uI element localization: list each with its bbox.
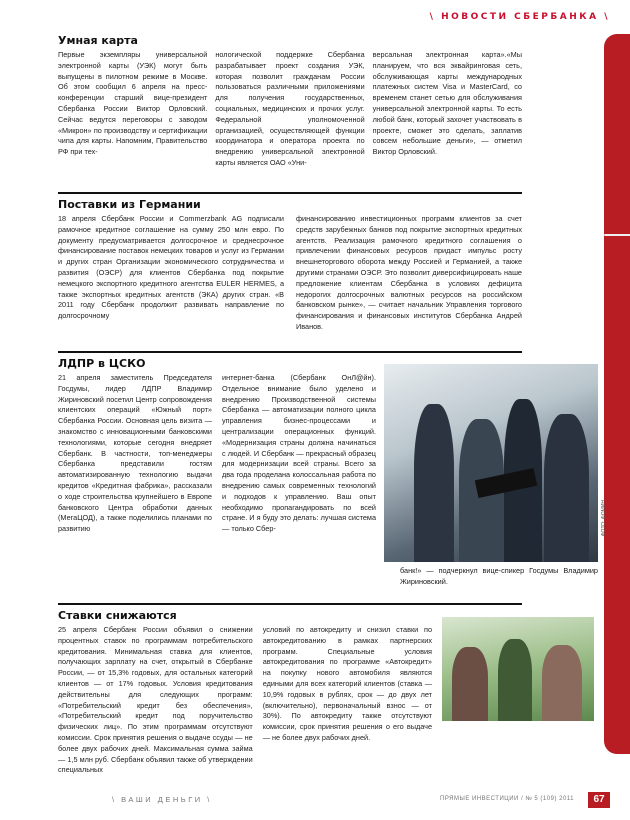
page-footer (0, 792, 630, 808)
article-title: Поставки из Германии (58, 198, 201, 211)
article-column: нологической поддержке Сбербанка разрабатывает проект создания УЭК, которая позволит гражданам России пользоваться различными приложениями для получения государственных, социальных, медицинских и прочих услуг. Федеральной уполномоченной организацией, осуществляющей функции координатора и оператора проекта по внедрению универсальной электронной карты является ОАО «Уни- (215, 50, 365, 167)
sidebar-tab (604, 34, 630, 754)
divider (58, 351, 522, 353)
article-column: версальная электронная карта».«Мы планируем, что вся эквайринговая сеть, обслуживающая карты международных платежных систем Visa и MasterCard, со временем станет сетью для обслуживания универсальной электронной карты. То есть любой банк, который захочет участвовать в проекте, сможет это сделать, заплатив совсем небольшие деньги», — отметил Виктор Орловский. (372, 50, 522, 157)
article-title: Умная карта (58, 34, 138, 47)
article-column: условий по автокредиту и снизил ставки по автокредитованию в рамках партнерских программ. Специальные условия автокредитования по программе «Автокредит» на покупку нового автомобиля являются едиными для всех категорий клиентов (ставка — 10,9% годовых в рублях, срок — до двух лет (включительно), первоначальный взнос — от 30%). По автокредиту также отсутствуют комиссии, срок принятия решения о его выдаче — не более двух рабочих дней. (262, 625, 432, 742)
article-title: Ставки снижаются (58, 609, 177, 622)
article-column: финансированию инвестиционных программ клиентов за счет средств зарубежных банков под покрытие экспортных кредитных агентств. Реализация рамочного кредитного соглашения о привлечении финансовых ресурсов придаст импульс росту внешнеторгового оборота между Россией и Германией, а также другими странами ОЭСР. Это позволит диверсифицировать наше предложение клиентам Сбербанка в условиях дефицита недорогих долгосрочных валютных ресурсов на российском банковском рынке», — считает начальник Управления торгового финансирования и финансовых институтов Сбербанка Андрей Иванов. (296, 214, 522, 331)
photo-caption: банк!» — подчеркнул вице-спикер Госдумы Владимир Жириновский. (400, 566, 598, 586)
footer-section: \ ВАШИ ДЕНЬГИ \ (112, 795, 212, 804)
divider (58, 603, 522, 605)
article-column: 25 апреля Сбербанк России объявил о снижении процентных ставок по программам потребительского кредитования. Минимальная ставка для клиентов, получающих зарплату на счет, открытый в Сбербанке России, — от 15,3% годовых, для остальных категорий клиентов — от 17% годовых. Условия кредитования действительны для следующих программ: «Потребительский кредит без обеспечения», «Потребительский кредит под поручительство физических лиц». По этим программам отсутствуют комиссии. Срок принятия решения о выдаче ссуды — не более двух рабочих дней. Максимальная сумма займа — 1,5 млн руб. Сбербанк объявил также об утверждении специальных (58, 625, 253, 775)
section-header: \ НОВОСТИ СБЕРБАНКА \ (429, 12, 610, 22)
footer-issue: ПРЯМЫЕ ИНВЕСТИЦИИ / № 5 (109) 2011 (440, 796, 575, 802)
article-smart-card (58, 34, 522, 186)
article-column: 18 апреля Сбербанк России и Commerzbank AG подписали рамочное кредитное соглашение на сумму 250 млн евро. По документу предусматривается долгосрочное и среднесрочное финансирование поставок немецких товаров и услуг из Германии и других стран Организации экономического сотрудничества и развития (ОЭСР) для клиентов Сбербанка под покрытие немецкого экспортного кредитного агентства EULER HERMES, а также экспортных кредитных агентств (ЭКА) других стран. «В 2011 году Сбербанк продолжит развивать направление по долгосрочному (58, 214, 284, 321)
photo-bank-office (442, 617, 594, 721)
article-title: ЛДПР в ЦСКО (58, 357, 146, 370)
page-number: 67 (588, 792, 610, 808)
article-germany (58, 192, 522, 337)
article-column: Первые экземпляры универсальной электронной карты (УЭК) могут быть выпущены в пилотном режиме в Москве. Об этом сообщил 6 апреля на пресс-конференции старший вице-президент Сбербанка России Виктор Орловский. Сейчас ведутся переговоры с заводом «Микрон» по производству и сертификации чипа для карты. Напомним, Правительство РФ при тех- (58, 50, 208, 157)
photo-visit (384, 364, 598, 562)
photo-credit: ФОТО: ФОМИН (601, 500, 607, 537)
divider (58, 192, 522, 194)
article-column: интернет-банка (Сбербанк ОнЛ@йн). Отдельное внимание было уделено и внедрению Производственной системы Сбербанка — автоматизации полного цикла управления бизнес-процессами и централизации операционных функций. «Модернизация страны должна начинаться с людей. И Сбербанк — прекрасный образец для модернизации всей страны. Всего за два года проделана колоссальная работа по внедрению самых современных технологий и подходов к управлению. Ваш опыт необходимо пропагандировать по всей стране. И я буду это делать: лучшая система — только Сбер- (222, 373, 376, 534)
article-column: 21 апреля заместитель Председателя Госдумы, лидер ЛДПР Владимир Жириновский посетил Центр сопровождения клиентских операций «Южный порт» Сбербанка России. Основная цель визита — знакомство с инновационными банковскими технологиями, которые сегодня внедряет Сбербанк. В частности, топ-менеджеры Сбербанка представили гостям автоматизированную технологию выдачи кредитов «Кредитная фабрика», рассказали о ходе строительства крупнейшего в Европе банковского Центра обработки данных (МегаЦОД), а также поделились планами по развитию (58, 373, 212, 534)
